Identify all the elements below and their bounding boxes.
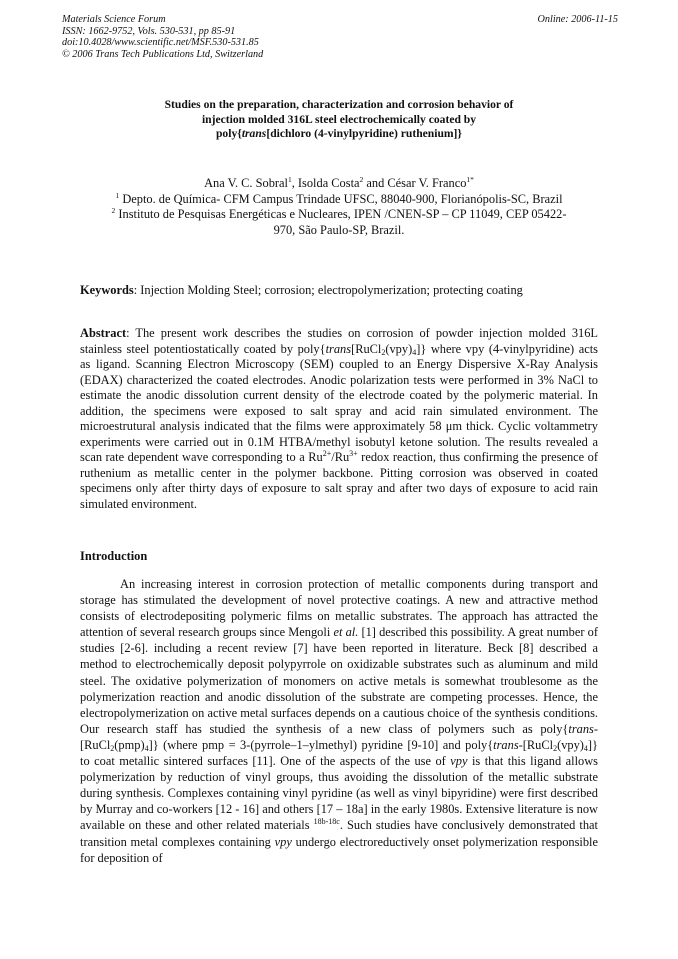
author-name: and César V. Franco (363, 176, 467, 190)
subscript: 4 (144, 743, 149, 753)
author-name: , Isolda Costa (291, 176, 360, 190)
subscript: 4 (412, 347, 417, 357)
body-text: ]} (where pmp = 3-(pyrrole–1–ylmethyl) pyridine [9-10] and poly{ (148, 737, 494, 752)
section-heading-introduction: Introduction (80, 549, 148, 563)
abstract-text: : The present work describes the studies on corrosion of powder injection molded 316L stainless steel potentiostatically coated by poly{ (80, 326, 598, 356)
affiliation-text: Instituto de Pesquisas Energéticas e Nucleares, IPEN /CNEN-SP – CP 11049, CEP 05422- (115, 207, 567, 222)
superscript: 2+ (322, 449, 332, 458)
body-text: ]} to coat metallic sintered surfaces [11]. One of the aspects of the use of (80, 737, 598, 769)
body-text: [RuCl (522, 737, 554, 752)
doi-line[interactable]: doi:10.4028/www.scientific.net/MSF.530-531.85 (62, 37, 259, 49)
body-italic: vpy (274, 834, 292, 849)
copyright-line: © 2006 Trans Tech Publications Ltd, Switzerland (62, 48, 264, 60)
body-italic: trans- (568, 721, 598, 736)
body-italic: vpy (450, 754, 468, 769)
abstract (80, 326, 598, 512)
journal-name: Materials Science Forum (62, 14, 166, 25)
affiliation-mark: 2 (359, 175, 364, 184)
affiliation-mark: 1 (287, 175, 292, 184)
superscript: 3+ (349, 449, 358, 458)
issn-line: ISSN: 1662-9752, Vols. 530-531, pp 85-91 (62, 25, 236, 37)
journal-header (62, 14, 618, 60)
affiliation-text: Depto. de Química- CFM Campus Trindade UFSC, 88040-900, Florianópolis-SC, Brazil (119, 191, 563, 206)
body-italic: et al. (333, 625, 359, 640)
abstract-text: (vpy) (385, 341, 413, 356)
online-date: Online: 2006-11-15 (537, 14, 618, 25)
abstract-italic: trans (325, 341, 352, 356)
keywords (80, 283, 600, 299)
paper-title (80, 98, 598, 142)
body-text: . Such studies have conclusively demonstrated that transition metal complexes containing (80, 818, 598, 849)
body-text: (pmp) (114, 737, 145, 752)
affiliation-number: 1 (115, 190, 120, 200)
introduction-paragraph (80, 576, 598, 866)
subscript: 2 (381, 347, 386, 357)
author-list (80, 176, 598, 192)
body-text: [RuCl (80, 737, 111, 752)
body-text: An increasing interest in corrosion protection of metallic components during transport and storage has stimulated the development of novel protective coatings. A new and attractive method consists of electrodepositing polymeric films on metallic substrates. The approach has attracted the attention of several research groups since Mengoli (80, 577, 598, 640)
body-text: (vpy) (557, 737, 584, 752)
title-line-3 (80, 127, 598, 142)
body-text: [1] described this possibility. A great number of studies [2-6]. including a recent review [7] have been reported in literature. Beck [8] described a method to electrochemically deposit polypyrrole on oxidizable substrates such as aluminum and mild steel. The oxidative polymerization of monomers on active metals is somewhat troublesome as the polymerization reaction and anodic dissolution of the substrate are competing processes. Hence, the electropolymerization on active metal surfaces depends on a cautious choice of the synthesis conditions. Our research staff has studied the synthesis of a new class of polymers such as poly{ (80, 625, 598, 736)
author-name: Ana V. C. Sobral (204, 176, 288, 190)
title-line-2: injection molded 316L steel electrochemically coated by (201, 112, 477, 126)
body-text: is that this ligand allows polymerization by reduction of vinyl groups, thus avoiding the dissolution of the metallic substrate during synthesis. Complexes containing vinyl pyridine (as well as vinyl bipyridine) were first described by Murray and co-workers [12 - 16] and others [17 – 18a] in the early 1980s. Extensive literature is now available on these and other related materials (80, 754, 598, 833)
affiliation-2 (80, 207, 598, 223)
abstract-label: Abstract (80, 326, 127, 340)
keywords-label: Keywords (80, 283, 134, 297)
keywords-text: : Injection Molding Steel; corrosion; electropolymerization; protecting coating (133, 283, 523, 297)
title-italic: trans (241, 127, 267, 140)
affiliation-mark: 1* (466, 175, 474, 184)
affiliation-1 (80, 192, 598, 208)
title-text: poly{ (215, 127, 242, 140)
abstract-text: [RuCl (351, 341, 382, 356)
superscript: 18b-18c (313, 817, 340, 827)
affiliation-number: 2 (111, 206, 116, 216)
subscript: 4 (583, 743, 588, 753)
title-text: [dichloro (4-vinylpyridine) ruthenium]} (266, 127, 462, 140)
abstract-text: /Ru (331, 450, 350, 464)
abstract-text: ]} where vpy (4-vinylpyridine) acts as ligand. Scanning Electron Microscopy (SEM) coupled to an Energy Dispersive X-Ray Analysis (EDAX) characterized the coated electrodes. Anodic polarization tests were performed in 3% NaCl to estimate the anodic dissolution current density of the electrode coated by the polymeric material. In addition, the specimens were exposed to salt spray and acid rain simulated environment. The microestrutural analysis indicated that the films were approximately 58 μm thick. Cyclic voltammetry experiments were carried out in 0.1M HTBA/methyl isobutyl ketone solution. The results revealed a scan rate dependent wave corresponding to a Ru (80, 341, 599, 464)
author-block (80, 176, 598, 238)
title-line-1: Studies on the preparation, characterization and corrosion behavior of (164, 98, 514, 111)
subscript: 2 (110, 743, 115, 753)
body-text: undergo electroreductively onset polymerization responsible for deposition of (80, 834, 598, 865)
affiliation-2-cont: 970, São Paulo-SP, Brazil. (273, 222, 405, 237)
body-italic: trans- (493, 737, 523, 752)
subscript: 2 (553, 743, 558, 753)
abstract-text: redox reaction, thus confirming the presence of ruthenium as metallic center in the polymer backbone. Pitting corrosion was observed in coated specimens only after thirty days of exposure to salt spray and after two days of exposure to acid rain simulated environment. (80, 450, 598, 511)
